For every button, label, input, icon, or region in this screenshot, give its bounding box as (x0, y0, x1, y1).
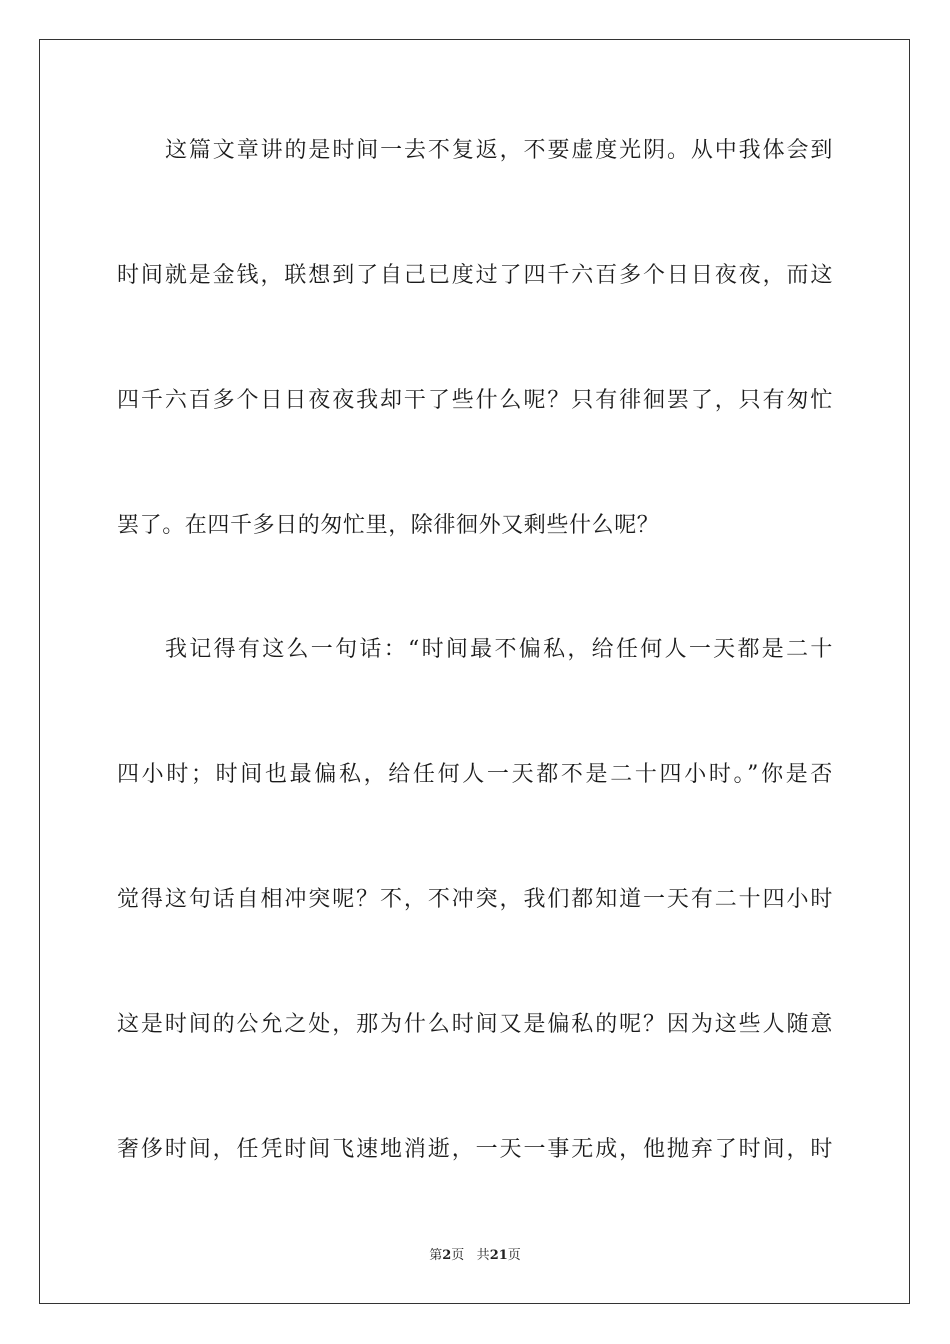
text-line: 时间就是金钱，联想到了自己已度过了四千六百多个日日夜夜，而这 (117, 263, 833, 288)
text-line: 四小时；时间也最偏私，给任何人一天都不是二十四小时。”你是否 (117, 762, 833, 787)
text-line: 这是时间的公允之处，那为什么时间又是偏私的呢？因为这些人随意 (117, 1012, 833, 1037)
page-border (39, 39, 910, 1304)
text-line: 我记得有这么一句话：“时间最不偏私，给任何人一天都是二十 (165, 637, 833, 662)
total-pages: 21 (489, 1248, 508, 1263)
text-line: 罢了。在四千多日的匆忙里，除徘徊外又剩些什么呢？ (117, 513, 660, 538)
page-footer (0, 1247, 950, 1265)
total-prefix: 共 (476, 1248, 490, 1263)
page-prefix: 第 (429, 1248, 443, 1263)
text-line: 觉得这句话自相冲突呢？不，不冲突，我们都知道一天有二十四小时 (117, 887, 833, 912)
page-number: 2 (442, 1248, 452, 1263)
text-line: 四千六百多个日日夜夜我却干了些什么呢？只有徘徊罢了，只有匆忙 (117, 388, 833, 413)
total-suffix: 页 (507, 1248, 521, 1263)
text-line: 奢侈时间，任凭时间飞速地消逝，一天一事无成，他抛弃了时间，时 (117, 1137, 833, 1162)
text-line: 这篇文章讲的是时间一去不复返，不要虚度光阴。从中我体会到 (165, 138, 833, 163)
page-suffix: 页 (451, 1248, 465, 1263)
